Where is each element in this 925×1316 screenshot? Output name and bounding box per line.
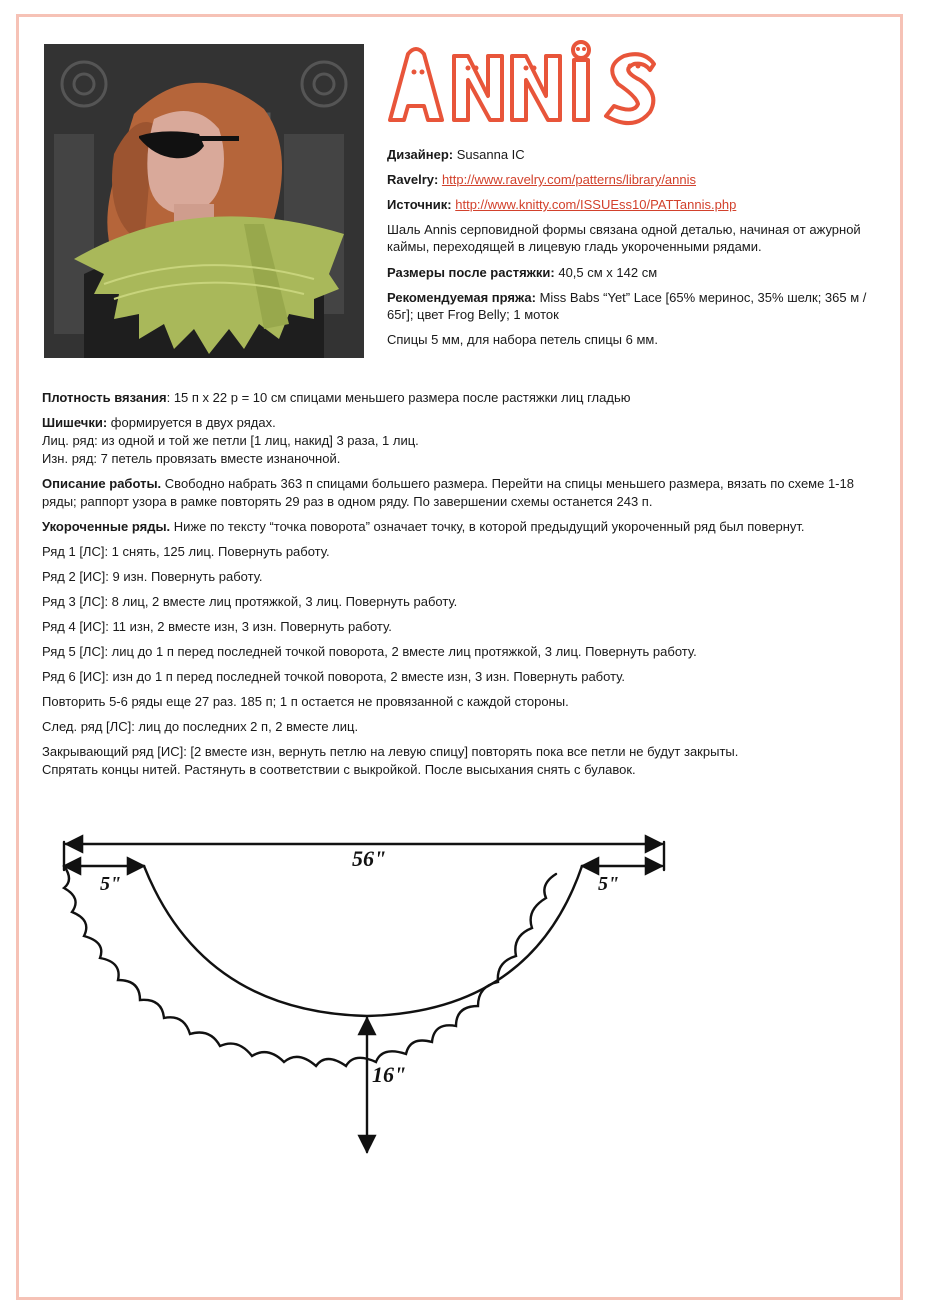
ravelry-link[interactable]: http://www.ravelry.com/patterns/library/annis	[441, 172, 697, 187]
left-label: 5"	[100, 873, 122, 895]
size-value: 40,5 см х 142 см	[558, 265, 658, 280]
final-line-1: Закрывающий ряд [ИС]: [2 вместе изн, вернуть петлю на левую спицу] повторять пока все петли не будут закрыты.	[42, 744, 739, 759]
work-value: Свободно набрать 363 п спицами большего размера. Перейти на спицы меньшего размера, вязать по схеме 1-18 ряды; раппорт узора в рамке повторять 29 раз в одном ряду. По завершении схемы останется 243 п.	[42, 476, 854, 509]
depth-label: 16"	[372, 1062, 407, 1087]
short-rows-line	[42, 518, 877, 536]
size-label: Размеры после растяжки:	[387, 265, 555, 280]
final-section	[42, 743, 877, 779]
width-label: 56"	[352, 846, 387, 871]
description: Шаль Annis серповидной формы связана одной деталью, начиная от ажурной каймы, переходящей в лицевую гладь укороченными рядами.	[387, 222, 861, 254]
short-rows-label: Укороченные ряды.	[42, 519, 171, 534]
next-row-line: След. ряд [ЛС]: лиц до последних 2 п, 2 вместе лиц.	[42, 719, 359, 734]
row-2: Ряд 2 [ИС]: 9 изн. Повернуть работу.	[42, 569, 263, 584]
size-line	[387, 264, 877, 281]
row-4: Ряд 4 [ИС]: 11 изн, 2 вместе изн, 3 изн. Повернуть работу.	[42, 619, 392, 634]
shawl-schematic	[52, 822, 682, 1162]
gauge-label: Плотность вязания	[42, 390, 167, 405]
source-line	[387, 196, 877, 213]
short-rows-value: Ниже по тексту “точка поворота” означает точку, в которой предыдущий укороченный ряд был повернут.	[173, 519, 805, 534]
row-5: Ряд 5 [ЛС]: лиц до 1 п перед последней точкой поворота, 2 вместе лиц протяжкой, 3 лиц. Повернуть работу.	[42, 644, 697, 659]
designer-label: Дизайнер:	[387, 147, 454, 162]
bobble-label: Шишечки:	[42, 415, 108, 430]
instructions	[42, 389, 877, 786]
right-label: 5"	[598, 873, 620, 895]
repeat-line: Повторить 5-6 ряды еще 27 раз. 185 п; 1 п остается не провязанной с каждой стороны.	[42, 694, 569, 709]
ravelry-label: Ravelry:	[387, 172, 439, 187]
model-photo	[44, 44, 364, 358]
needles-line: Спицы 5 мм, для набора петель спицы 6 мм.	[387, 332, 658, 347]
row-3: Ряд 3 [ЛС]: 8 лиц, 2 вместе лиц протяжкой, 3 лиц. Повернуть работу.	[42, 594, 458, 609]
bobble-ws: Изн. ряд: 7 петель провязать вместе изнаночной.	[42, 451, 341, 466]
gauge-line	[42, 389, 877, 407]
yarn-label: Рекомендуемая пряжа:	[387, 290, 536, 305]
ravelry-line	[387, 171, 877, 188]
gauge-value: : 15 п х 22 р = 10 см спицами меньшего размера после растяжки лиц гладью	[166, 390, 631, 405]
row-1: Ряд 1 [ЛС]: 1 снять, 125 лиц. Повернуть работу.	[42, 544, 330, 559]
source-link[interactable]: http://www.knitty.com/ISSUEss10/PATTannis.php	[455, 197, 737, 212]
row-6: Ряд 6 [ИС]: изн до 1 п перед последней точкой поворота, 2 вместе изн, 3 изн. Повернуть работу.	[42, 669, 625, 684]
work-line	[42, 475, 877, 511]
designer-value: Susanna IC	[456, 147, 525, 162]
pattern-info	[387, 146, 877, 356]
source-label: Источник:	[387, 197, 452, 212]
designer-line	[387, 146, 877, 163]
title-logo	[384, 40, 684, 126]
scalloped-edge	[64, 866, 556, 1066]
bobble-line	[42, 414, 877, 432]
work-label: Описание работы.	[42, 476, 162, 491]
yarn-value: Miss Babs “Yet” Lace [65% меринос, 35% шелк; 365 м / 65г]; цвет Frog Belly; 1 моток	[387, 290, 867, 322]
bobble-rs: Лиц. ряд: из одной и той же петли [1 лиц, накид] 3 раза, 1 лиц.	[42, 433, 419, 448]
bobble-section	[42, 414, 877, 468]
final-line-2: Спрятать концы нитей. Растянуть в соответствии с выкройкой. После высыхания снять с булавок.	[42, 762, 636, 777]
bobble-value: формируется в двух рядах.	[110, 415, 276, 430]
yarn-line	[387, 289, 877, 323]
